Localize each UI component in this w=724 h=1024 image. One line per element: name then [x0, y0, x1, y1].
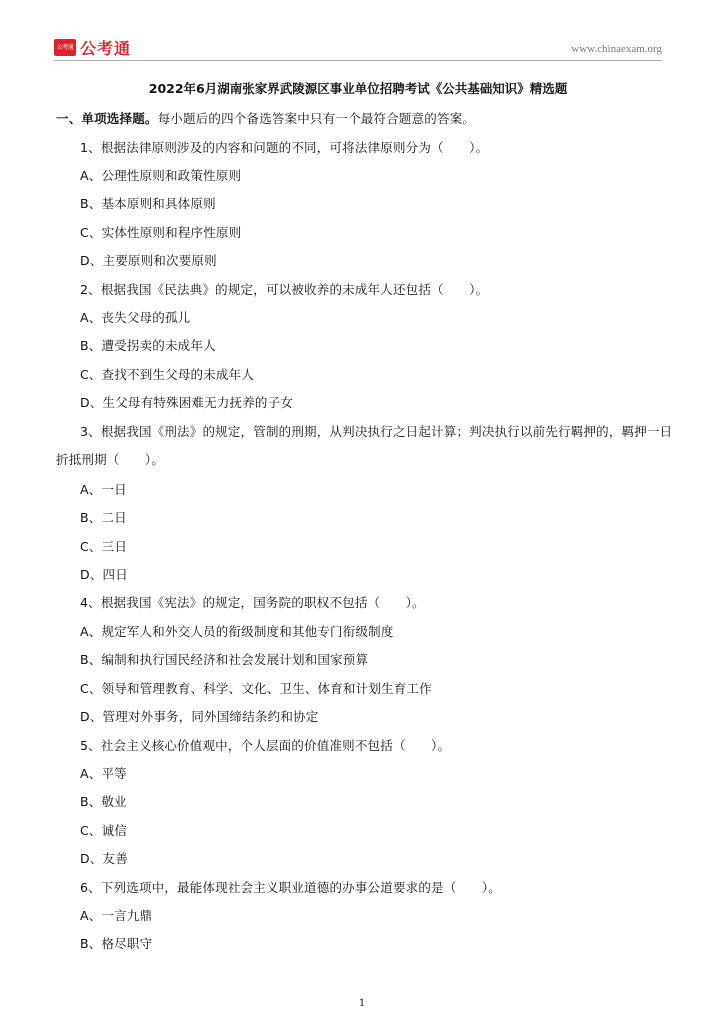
option: A、平等: [80, 766, 127, 781]
option: A、一日: [80, 482, 127, 497]
question-stem: 4、根据我国《宪法》的规定，国务院的职权不包括（ ）。: [80, 595, 425, 610]
question-stem: 1、根据法律原则涉及的内容和问题的不同，可将法律原则分为（ ）。: [80, 140, 489, 155]
question-stem: 2、根据我国《民法典》的规定，可以被收养的未成年人还包括（ ）。: [80, 282, 489, 297]
option: A、规定军人和外交人员的衔级制度和其他专门衔级制度: [80, 624, 394, 639]
logo-text: 公考通: [80, 39, 132, 58]
option: C、实体性原则和程序性原则: [80, 225, 242, 240]
question-stem: 6、下列选项中，最能体现社会主义职业道德的办事公道要求的是（ ）。: [80, 880, 502, 895]
option: C、领导和管理教育、科学、文化、卫生、体育和计划生育工作: [80, 681, 432, 696]
option: D、四日: [80, 567, 128, 582]
option: C、查找不到生父母的未成年人: [80, 367, 255, 382]
option: D、管理对外事务，同外国缔结条约和协定: [80, 709, 319, 724]
option: A、公理性原则和政策性原则: [80, 168, 242, 183]
option: B、格尽职守: [80, 936, 153, 951]
page-header: [54, 36, 662, 60]
logo: [54, 36, 131, 59]
option: D、主要原则和次要原则: [80, 253, 217, 268]
section-heading: [56, 109, 475, 127]
option: A、丧失父母的孤儿: [80, 310, 191, 325]
question-stem: 3、根据我国《刑法》的规定，管制的刑期，从判决执行之日起计算；判决执行以前先行羁押的，羁押一日: [80, 424, 673, 439]
page-number: 1: [358, 998, 366, 1009]
header-divider: [54, 60, 662, 61]
option: C、诚信: [80, 823, 128, 838]
option: A、一言九鼎: [80, 908, 153, 923]
option: D、友善: [80, 851, 128, 866]
option: D、生父母有特殊困难无力抚养的子女: [80, 395, 294, 410]
option: B、编制和执行国民经济和社会发展计划和国家预算: [80, 652, 369, 667]
option: B、遭受拐卖的未成年人: [80, 338, 216, 353]
option: B、基本原则和具体原则: [80, 196, 216, 211]
logo-badge: 公考通: [54, 39, 76, 56]
question-stem-continued: 折抵刑期（ ）。: [56, 452, 165, 467]
option: B、敬业: [80, 794, 127, 809]
section-label: 一、单项选择题。: [56, 111, 158, 126]
site-url[interactable]: www.chinaexam.org: [571, 43, 662, 55]
document-title: 2022年6月湖南张家界武陵源区事业单位招聘考试《公共基础知识》精选题: [148, 81, 568, 96]
option: B、二日: [80, 510, 127, 525]
section-instructions: 每小题后的四个备选答案中只有一个最符合题意的答案。: [157, 111, 476, 126]
question-stem: 5、社会主义核心价值观中，个人层面的价值准则不包括（ ）。: [80, 738, 451, 753]
option: C、三日: [80, 539, 128, 554]
